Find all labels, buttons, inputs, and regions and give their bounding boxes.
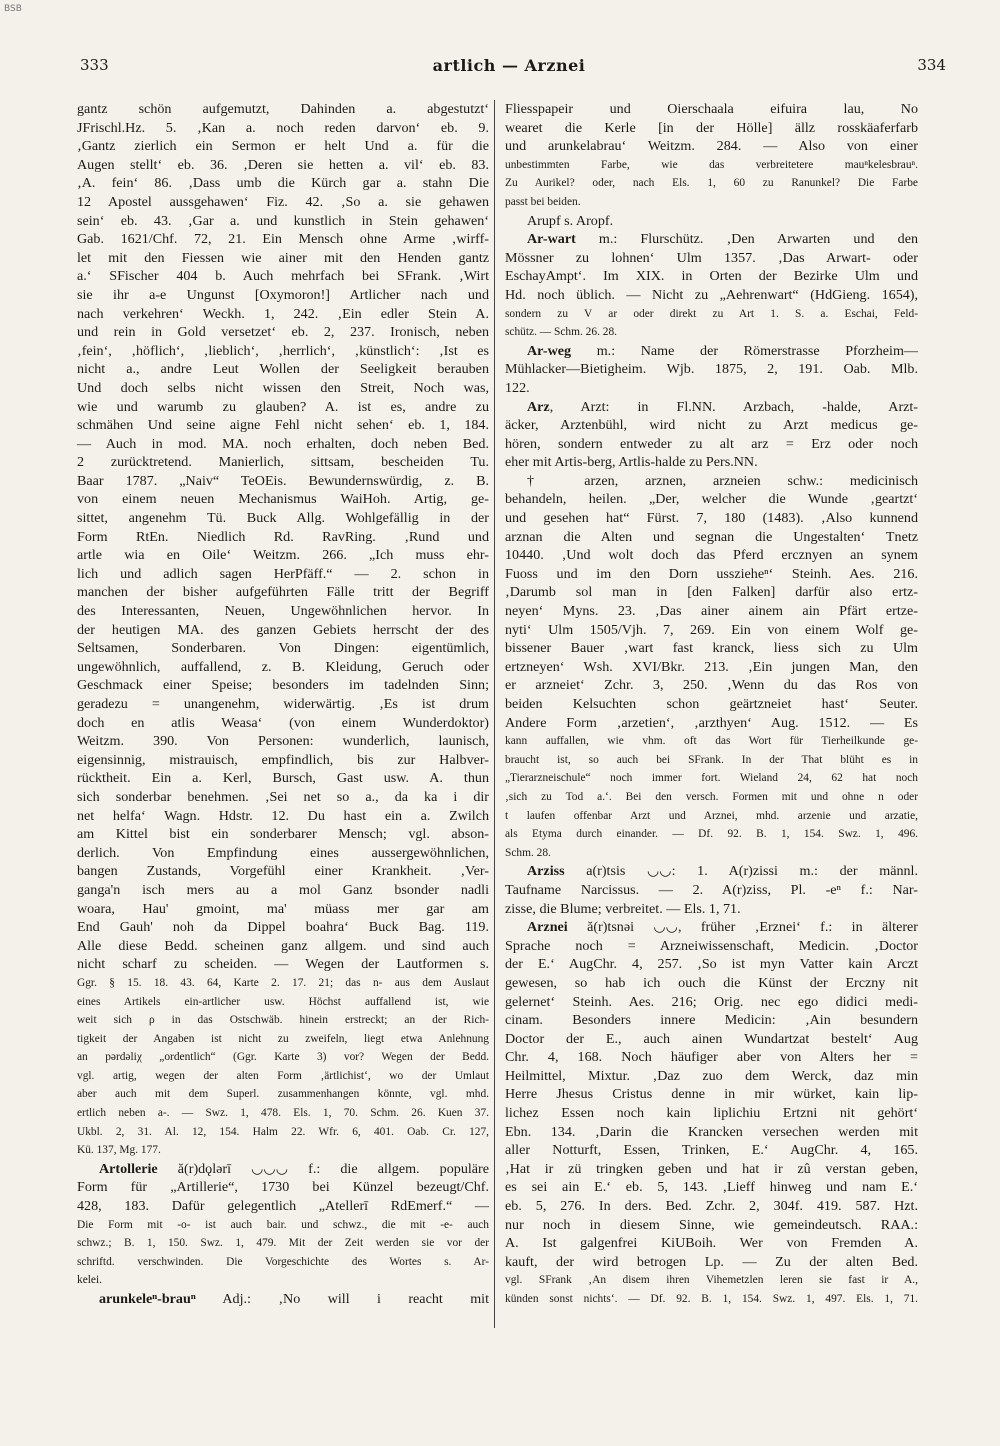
text-line: JFrischl.Hz. 5. ‚Kan a. noch reden darvon‘ eb. 9. <box>77 119 489 136</box>
text-line: schmähen Und seine aigne Fehl nicht sehen‘ eb. 1, 184. <box>77 417 489 434</box>
entry-headword: Artollerie <box>99 1160 158 1177</box>
text-line: Taufname Narcissus. — 2. A(r)ziss, Pl. -eⁿ f.: Nar- <box>505 881 918 898</box>
text-line: 428, 183. Dafür gelegentlich „Atellerī RdEmerf.“ — <box>77 1198 489 1215</box>
text-line: nicht a., andre Leut Wollen der Seeligkeit berauben <box>77 361 489 378</box>
entry-headword: Ar-wart <box>527 231 576 248</box>
left-page-number: 333 <box>80 56 109 74</box>
entry-headword: Arznei <box>527 919 568 936</box>
text-line: der E.‘ AugChr. 4, 257. ‚So ist myn Vatter kain Arczt <box>505 956 918 973</box>
text-line: und arunkelabrau‘ Weitzm. 284. — Also von einer <box>505 138 918 155</box>
text-line: rücktheit. Ein a. Kerl, Bursch, Gast usw. A. thun <box>77 770 489 787</box>
entry-headword: Arziss <box>527 863 565 880</box>
text-line: a.‘ SFischer 404 b. Auch mehrfach bei SFrank. ‚Wirt <box>77 268 489 285</box>
text-line: er arzneiet‘ Zchr. 3, 250. ‚Wenn du das Ros von <box>505 677 918 694</box>
text-line: kelei. <box>77 1274 102 1287</box>
text-line: Augen stellt‘ eb. 36. ‚Deren sie hetten a. vil‘ eb. 83. <box>77 156 489 173</box>
text-line: Arznei ă(r)tsnəi ◡◡, früher ‚Erznei‘ f.: in älterer <box>527 919 918 936</box>
text-line: ‚Hat ir zü tringken geben und hat ir zû verstan geben, <box>505 1160 918 1177</box>
text-line: sein‘ eb. 43. ‚Gar a. und kunstlich in Stein gehawen‘ <box>77 212 489 229</box>
column-divider <box>494 100 495 1328</box>
text-line: lichez Essen noch kain liplichiu Ertzni nit gehört‘ <box>505 1105 918 1122</box>
text-line: eher mit Artis-berg, Artlis-halde zu Pers.NN. <box>505 454 758 471</box>
text-line: Arz, Arzt: in Fl.NN. Arzbach, -halde, Arzt- <box>527 398 918 415</box>
text-line: der heutigen MA. des ganzen Gebiets herrscht der des <box>77 621 489 638</box>
text-line: braucht ist, so auch bei SFrank. In der That blüht es in <box>505 753 918 766</box>
text-line: Arupf s. Aropf. <box>527 212 614 229</box>
text-line: eigensinnig, mistrauisch, empfindlich, bis zur Halbver- <box>77 751 489 768</box>
text-line: eines Artikels ein-artlicher usw. Höchst auffallend ist, wie <box>77 995 489 1008</box>
text-line: schwz.; B. 1, 150. Swz. 1, 479. Mit der Zeit werden sie vor der <box>77 1237 489 1250</box>
text-line: „Tierarzneischule“ noch immer fort. Wieland 24, 62 hat noch <box>505 772 918 785</box>
text-line: sondern zu V ar oder direkt zu Art 1. S. a. Eschai, Feld- <box>505 307 918 320</box>
text-line: Chr. 4, 168. Noch häufiger aber von Alters her = <box>505 1049 918 1066</box>
text-line: Mössner zu lohnen‘ Ulm 1357. ‚Das Arwart- oder <box>505 249 918 266</box>
text-line: künden sonst nichts‘. — Df. 92. B. 1, 154. Swz. 1, 497. Els. 1, 71. <box>505 1293 918 1305</box>
text-line: let mit den Fiessen wie ainer mit den Henden gantz <box>77 249 489 266</box>
text-line: Ar-weg m.: Name der Römerstrasse Pforzheim— <box>527 342 918 359</box>
entry-headword: arunkeleⁿ-brauⁿ <box>99 1291 196 1307</box>
text-line: kauft, der wird betrogen Lp. — Zu der alten Bed. <box>505 1253 918 1270</box>
text-line: arznan die Alten und segnan die Ungestalten‘ Tnetz <box>505 528 918 545</box>
text-line: Seltsamen, Sonderbaren. Von Dingen: eigentümlich, <box>77 640 489 657</box>
text-line: ‚Darumb sol man in [den Falken] darfür also ertz- <box>505 584 918 601</box>
text-line: und rein in Gold versetzet‘ eb. 2, 237. Ironisch, neben <box>77 324 489 341</box>
text-line: ganga'n isch mers au a mol Ganz bsonder nadli <box>77 881 489 898</box>
text-line: zisse, die Blume; verbreitet. — Els. 1, 71. <box>505 900 741 917</box>
text-line: Geschmack einer Speise; besonders im tadelnden Sinn; <box>77 677 489 694</box>
text-line: unbestimmten Farbe, wie das verbreitetere mauⁿkelesbrauⁿ. <box>505 158 918 171</box>
text-line: nur noch in diesem Sinne, wie gemeindeutsch. RAA.: <box>505 1216 918 1233</box>
text-line: † arzen, arznen, arzneien schw.: medicinisch <box>527 472 918 489</box>
text-line: als Etyma durch einander. — Df. 92. B. 1, 154. Swz. 1, 496. <box>505 828 918 841</box>
text-line: von einem neuen Mechanismus WaiHoh. Artig, ge- <box>77 491 489 508</box>
text-line: 122. <box>505 379 530 396</box>
text-line: geradezu = unangenehm, widerwärtig. ‚Es ist drum <box>77 696 489 712</box>
text-line: sie ihr a-e Ungunst [Oxymoron!] Artlicher nach und <box>77 286 489 303</box>
text-line: Fuoss und im den Dorn usszieheⁿ‘ Steinh. Aes. 216. <box>505 565 918 582</box>
right-page-number: 334 <box>917 56 946 74</box>
text-line: ‚A. fein‘ 86. ‚Dass umb die Kürch gar a. stahn Die <box>77 175 489 192</box>
text-line: Artollerie ă(r)dǫlərī ◡◡◡ f.: die allgem. populäre <box>99 1160 489 1177</box>
text-line: kann auffallen, wie vhm. oft das Wort für Tierheilkunde ge- <box>505 735 918 748</box>
text-line: Zu Aurikel? oder, nach Els. 1, 60 zu Ranunkel? Die Farbe <box>505 177 918 190</box>
text-line: bissener Bauer ‚wart fast kranck, liess sich zu Ulm <box>505 640 918 657</box>
text-line: Heilmittel, Mixtur. ‚Daz zuo dem Werck, daz min <box>505 1067 918 1084</box>
text-line: des Interessanten, Neuen, Ungewöhnlichen hervor. In <box>77 603 489 620</box>
text-line: nach verkehren‘ Weckh. 1, 242. ‚Ein edler Stein A. <box>77 305 489 322</box>
text-line: ertzneyen‘ Wsh. XVI/Bkr. 213. ‚Ein jungen Man, den <box>505 658 918 675</box>
text-line: hören, sondern entweder zu alt arz = Erz oder noch <box>505 435 918 452</box>
text-line: aller Notturft, Essen, Trinken, E.‘ AugChr. 4, 165. <box>505 1142 918 1159</box>
text-line: ‚Gantz zierlich ein Sermon er helt Und a. für die <box>77 138 489 155</box>
text-line: sich sonderbar benehmen. ‚Sei net so a., da ka i dir <box>77 788 489 805</box>
text-line: Herre Jhesus Cristus denne in mir würket, kain lip- <box>505 1086 918 1103</box>
text-line: Schm. 28. <box>505 846 551 859</box>
running-head: artlich — Arznei <box>432 56 586 75</box>
page-header <box>60 56 958 84</box>
text-line: eb. 5, 276. In ders. Bed. Zchr. 2, 304f. 419. 587. Hzt. <box>505 1198 918 1215</box>
text-line: t laufen offenbar Arzt und Arznei, mhd. arzenie und arzatie, <box>505 809 918 822</box>
text-line: Arziss a(r)tsis ◡◡: 1. A(r)zissi m.: der männl. <box>527 863 918 880</box>
entry-headword: Arz <box>527 398 550 415</box>
text-line: es sei ain E.‘ eb. 5, 143. ‚Lieff hinweg und nam E.‘ <box>505 1179 918 1196</box>
text-line: lich und adlich sagen HerPfäff.“ — 2. schon in <box>77 565 489 582</box>
text-line: 10440. ‚Und wolt doch das Pferd ercznyen an synem <box>505 547 918 564</box>
text-line: EschayAmpt‘. Im XIX. in Orten der Bezirke Ulm und <box>505 268 918 285</box>
text-line: Doctor der E., auch ainen Wundartzat bestelt‘ Aug <box>505 1030 918 1047</box>
text-line: cinam. Besonders innere Medicin: ‚Ain besundern <box>505 1012 918 1029</box>
text-line: woara, Hau' gmoint, ma' müass mer gar am <box>77 900 489 917</box>
text-line: ‚fein‘, ‚höflich‘, ‚lieblich‘, ‚herrlich‘, ‚künstlich‘: ‚Ist es <box>77 342 489 359</box>
text-line: Die Form mit -o- ist auch bair. und schwz., die mit -e- auch <box>77 1218 489 1231</box>
text-line: 12 Apostel aussgehawen‘ Fiz. 42. ‚So a. sie gehawen <box>77 193 489 210</box>
text-line: schriftd. verschwinden. Die Vorgeschichte des Wortes s. Ar- <box>77 1255 489 1268</box>
text-line: A. Ist galgenfrei KiUBoih. Wer von Fremden A. <box>505 1235 918 1252</box>
text-line: Ebn. 134. ‚Darin die Krancken versechen werden mit <box>505 1123 918 1140</box>
text-line: sittet, angenehm Tü. Buck Allg. Wohlgefällig in der <box>77 510 489 527</box>
text-line: Gab. 1621/Chf. 72, 21. Ein Mensch ohne Arme ‚wirff- <box>77 231 489 248</box>
right-column <box>505 100 918 1309</box>
text-line: Baar 1787. „Naiv“ TeOEis. Bewundernswürdig, z. B. <box>77 472 489 489</box>
text-line: vgl. SFrank ‚An disem ihren Vihemetzlen leren sie fast ir A., <box>505 1274 918 1287</box>
text-line: Kü. 137, Mg. 177. <box>77 1144 161 1157</box>
text-line: Ggr. § 15. 18. 43. 64, Karte 2. 17. 21; das n- aus dem Auslaut <box>77 976 489 989</box>
text-line: behandeln, heilen. „Der, welcher die Wunde ‚geartzt‘ <box>505 491 918 508</box>
text-line: weit sich ρ in das Ostschwäb. hinein erstreckt; an der Rich- <box>77 1014 489 1027</box>
text-line: arunkeleⁿ-brauⁿ Adj.: ‚No will i reacht mit <box>99 1291 489 1307</box>
text-line: artle wia en Oile‘ Weitzm. 266. „Ich muss ehr- <box>77 547 489 564</box>
text-line: nyti‘ Ulm 1505/Vjh. 7, 269. Ein von einem Wolf ge- <box>505 621 918 638</box>
text-line: ungewöhnlich, auffallend, z. B. Kleidung, Geruch oder <box>77 658 489 675</box>
text-line: beiden Kelsuchten schon geärtzneiet hast‘ Seuter. <box>505 696 918 712</box>
text-line: Hd. noch üblich. — Nicht zu „Aehrenwart“ (HdGieng. 1654), <box>505 286 918 303</box>
text-line: Mühlacker—Bietigheim. Wjb. 1875, 2, 191. Oab. Mlb. <box>505 361 918 378</box>
text-line: neyen‘ Myns. 23. ‚Das ainer ainem ain Pfärt ertze- <box>505 603 918 620</box>
text-line: Andere Form ‚arzetien‘, ‚arzthyen‘ Aug. 1512. — Es <box>505 714 918 731</box>
text-line: gantz schön aufgemutzt, Dahinden a. abgestutzt‘ <box>77 101 489 117</box>
text-line: vgl. artig, wegen der alten Form ‚ärtlichist‘, wo der Umlaut <box>77 1069 489 1082</box>
left-column <box>77 100 489 1309</box>
text-line: Sprache noch = Arzneiwissenschaft, Medicin. ‚Doctor <box>505 937 918 954</box>
library-mark: BSB <box>4 4 22 14</box>
text-line: Fliesspapeir und Oierschaala eifuira lau, No <box>505 101 918 117</box>
text-line: Und doch selbs nicht wissen den Streit, Noch was, <box>77 379 489 396</box>
text-line: End Gauh' noh da Dippel boahra‘ Buck Bag. 119. <box>77 919 489 936</box>
text-line: Ar-wart m.: Flurschütz. ‚Den Arwarten und den <box>527 231 918 248</box>
text-line: — Auch in mod. MA. noch erhalten, doch neben Bed. <box>77 435 489 452</box>
text-line: wie und warumb zu glauben? A. ist es, andre zu <box>77 398 489 415</box>
text-line: Ukbl. 2, 31. Al. 12, 154. Halm 22. Wfr. 6, 401. Oab. Cr. 127, <box>77 1125 489 1138</box>
text-line: Weitzm. 390. Von Personen: wunderlich, launisch, <box>77 733 489 750</box>
entry-headword: Ar-weg <box>527 342 572 359</box>
text-line: net helfa‘ Wagn. Hdstr. 12. Du hast ein a. Zwilch <box>77 807 489 824</box>
text-line: äcker, Arztenbühl, wird nicht zu Arzt medicus ge- <box>505 417 918 434</box>
text-line: schütz. — Schm. 26. 28. <box>505 326 617 339</box>
text-line: nicht scharf zu scheiden. — Wegen der Lautformen s. <box>77 956 489 973</box>
text-line: wearet die Kerle [in der Hölle] ällz rosskäaferfarb <box>505 119 918 136</box>
text-line: aber auch mit dem Superl. zusammenhangen könnte, vgl. mhd. <box>77 1088 489 1101</box>
text-line: Alle diese Bedd. scheinen ganz allgem. und sind auch <box>77 937 489 954</box>
text-line: 2 zurücktretend. Manierlich, sittsam, bescheiden Tu. <box>77 454 489 471</box>
text-line: Form für „Artillerie“, 1730 bei Künzel bezeugt/Chf. <box>77 1179 489 1196</box>
text-line: gelernet‘ Steinh. Aes. 216; Orig. nec ego didici medi- <box>505 993 918 1010</box>
text-line: und gesehen hat“ Fürst. 7, 180 (1483). ‚Also kunnend <box>505 510 918 527</box>
text-line: Form RtEn. Niedlich Rd. RavRing. ‚Rund und <box>77 528 489 545</box>
text-line: gewesen, so hab ich ouch die Künst der Erczny nit <box>505 974 918 991</box>
text-line: bangen Zustands, Vorgefühl einer Krankheit. ‚Ver- <box>77 863 489 880</box>
text-line: manchen der bisher aufgeführten Fälle tritt der Begriff <box>77 584 489 601</box>
text-line: passt bei beiden. <box>505 195 581 208</box>
text-line: ertlich neben a-. — Swz. 1, 478. Els. 1, 70. Schm. 26. Kuen 37. <box>77 1107 489 1120</box>
text-line: ‚sich zu Tod a.‘. Bei den versch. Formen mit und ohne n oder <box>505 790 918 803</box>
text-line: derlich. Von Empfindung eines aussergewöhnlichen, <box>77 844 489 861</box>
text-line: an pərdəliχ „ordentlich“ (Ggr. Karte 3) vor? Wegen der Bedd. <box>77 1051 489 1064</box>
text-line: am Kittel bist ein sonderbarer Mensch; vgl. abson- <box>77 826 489 843</box>
text-line: doch en atlis Weasa‘ (von einem Wunderdoktor) <box>77 714 489 731</box>
text-line: tigkeit der Angaben ist nicht zu zweifeln, liegt etwa Anlehnung <box>77 1032 489 1045</box>
